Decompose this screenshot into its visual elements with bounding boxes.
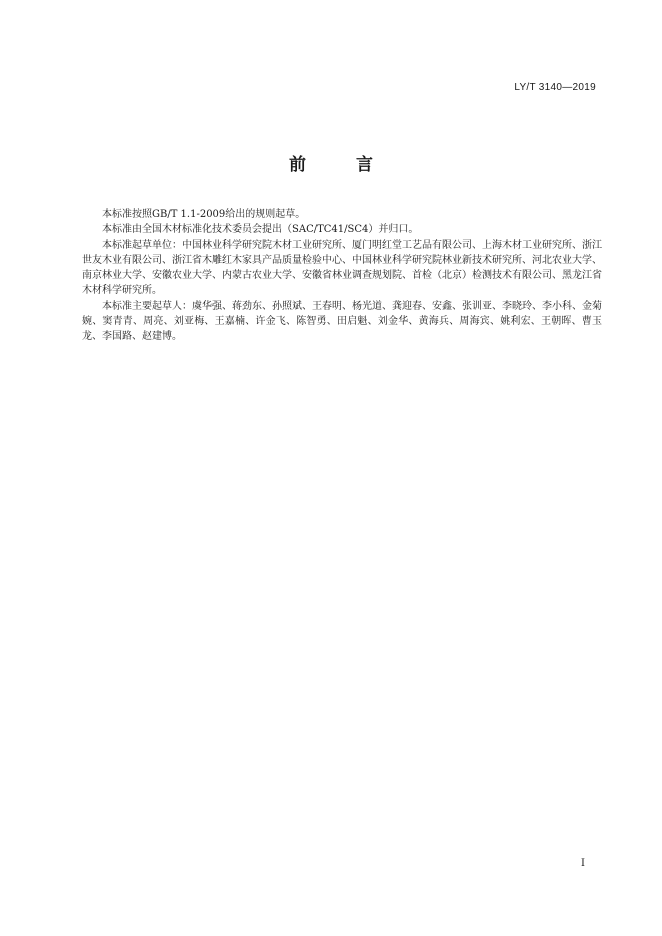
document-code: LY/T 3140—2019 bbox=[514, 82, 596, 93]
paragraph-main-drafters: 本标准主要起草人：虞华强、蒋劲东、孙照斌、王春明、杨光道、龚迎春、安鑫、张训亚、李晓玲、李小科、金菊婉、窦青青、周亮、刘亚梅、王嘉楠、许金飞、陈智勇、田启魁、刘金华、黄海兵、周海宾、姚利宏、王朝晖、曹玉龙、李国路、赵建博。 bbox=[82, 300, 602, 343]
paragraph-drafting-units: 本标准起草单位：中国林业科学研究院木材工业研究所、厦门明红堂工艺品有限公司、上海木材工业研究所、浙江世友木业有限公司、浙江省木雕红木家具产品质量检验中心、中国林业科学研究院林业新技术研究所、河北农业大学、南京林业大学、安徽农业大学、内蒙古农业大学、安徽省林业调查规划院、首检（北京）检测技术有限公司、黑龙江省木材科学研究所。 bbox=[82, 239, 602, 297]
paragraph-proposer: 本标准由全国木材标准化技术委员会提出（SAC/TC41/SC4）并归口。 bbox=[102, 224, 419, 236]
foreword-body bbox=[82, 207, 602, 345]
page-number: I bbox=[581, 858, 585, 869]
paragraph-drafting-rules: 本标准按照GB/T 1.1-2009给出的规则起草。 bbox=[102, 209, 306, 220]
page-title: 前 言 bbox=[289, 155, 395, 175]
